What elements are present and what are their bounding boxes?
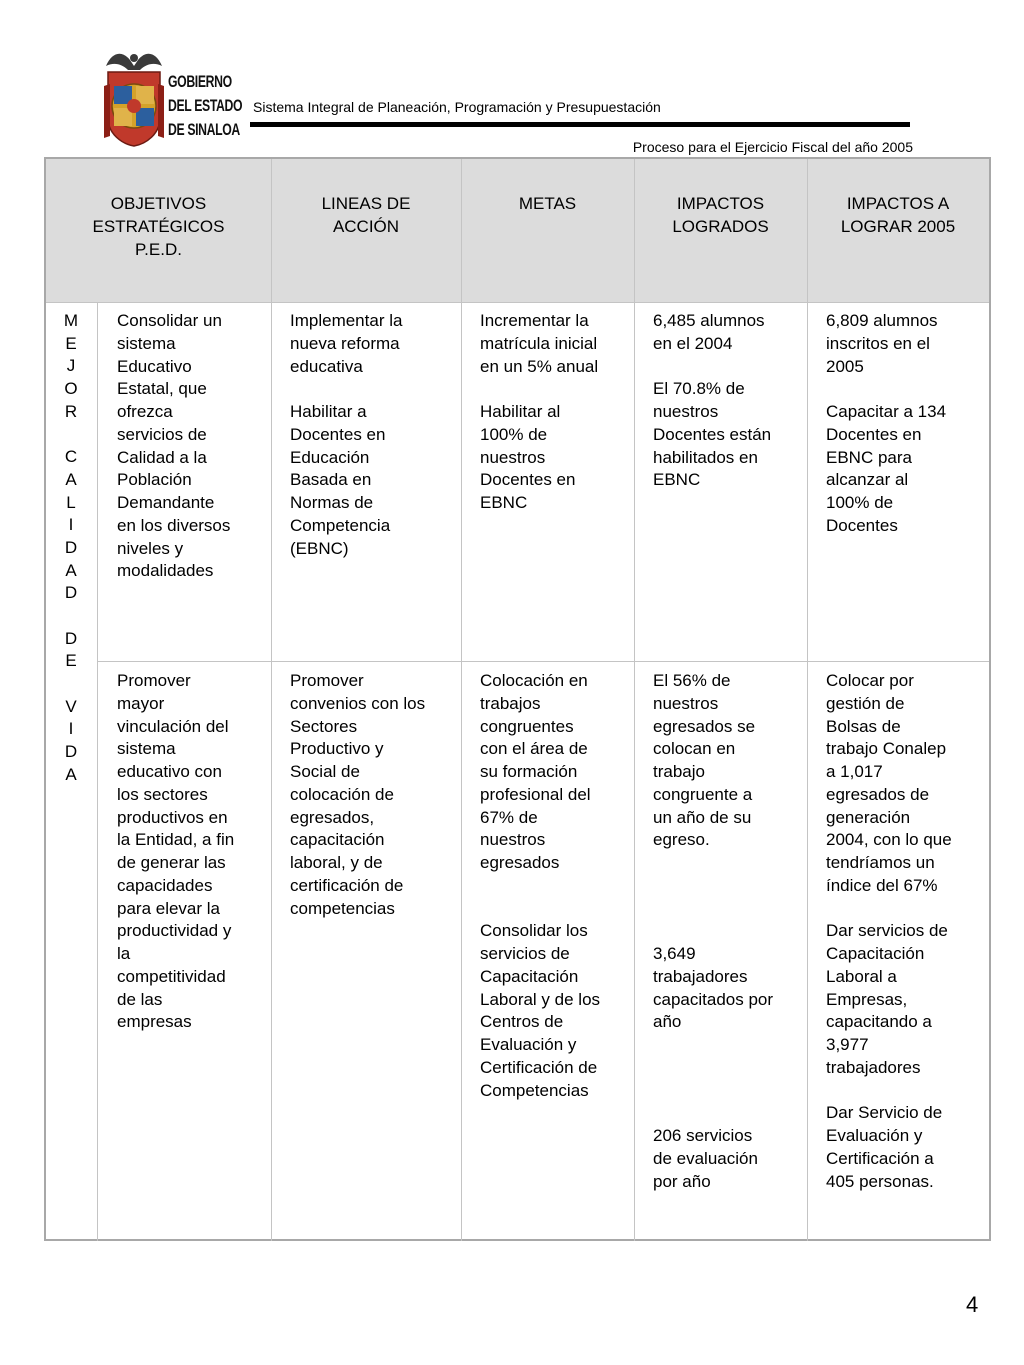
side-letter: A xyxy=(65,764,77,784)
strategic-objectives-table xyxy=(44,157,991,1241)
government-logo-text xyxy=(168,70,243,142)
side-letter: A xyxy=(65,560,77,580)
row1-objetivo: Consolidar un sistema Educativo Estatal, que ofrezca servicios de Calidad a la Población Demandante en los diversos niveles y modalidades xyxy=(117,311,231,581)
row1-impactos-logrados: 6,485 alumnos en el 2004 El 70.8% de nuestros Docentes están habilitados en EBNC xyxy=(653,311,772,490)
side-letter: D xyxy=(64,583,78,603)
row1-impactos-a-lograr: 6,809 alumnos inscritos en el 2005 Capacitar a 134 Docentes en EBNC para alcanzar al 100% de Docentes xyxy=(826,311,947,535)
side-letter: C xyxy=(64,447,78,467)
row2-objetivo: Promover mayor vinculación del sistema educativo con los sectores productivos en la Entidad, a fin de generar las capacidades para elevar la productividad y la competitividad de las empresas xyxy=(117,671,235,1032)
fiscal-year-caption: Proceso para el Ejercicio Fiscal del año 2005 xyxy=(632,139,913,155)
header-impactos-logrados: IMPACTOS LOGRADOS xyxy=(672,194,769,236)
header-metas: METAS xyxy=(518,194,577,213)
column-divider xyxy=(97,303,98,1241)
header-rule xyxy=(250,122,910,127)
side-letter: O xyxy=(64,379,78,399)
row2-impactos-a-lograr: Colocar por gestión de Bolsas de trabajo Conalep a 1,017 egresados de generación 2004, con lo que tendríamos un índice del 67% Dar servicios de Capacitación Laboral a Empresas, capacitando a 3,977 trabajadores Dar Servicio de Evaluación y Certificación a 405 personas. xyxy=(826,671,952,1191)
side-letter: M xyxy=(63,311,79,330)
side-letter: R xyxy=(64,401,78,421)
row1-metas: Incrementar la matrícula inicial en un 5% anual Habilitar al 100% de nuestros Docentes en EBNC xyxy=(480,311,599,512)
side-letter: E xyxy=(65,651,77,671)
column-divider xyxy=(271,159,272,1241)
column-divider xyxy=(461,159,462,1241)
side-letter xyxy=(56,423,86,446)
header-lineas-de-accion: LINEAS DE ACCIÓN xyxy=(321,194,411,236)
side-letter: A xyxy=(65,469,77,489)
side-letter: D xyxy=(64,537,78,557)
row-divider xyxy=(97,661,989,662)
side-letter: D xyxy=(64,628,78,648)
row2-impactos-logrados: El 56% de nuestros egresados se colocan en trabajo congruente a un año de su egreso. 3,649 trabajadores capacitados por año 206 servicios de evaluación por año xyxy=(653,671,774,1191)
side-letter xyxy=(56,673,86,696)
logo-line-1: GOBIERNO xyxy=(168,72,232,91)
logo-line-3: DE SINALOA xyxy=(168,120,240,139)
row-divider xyxy=(46,302,989,303)
header-impactos-a-lograr: IMPACTOS A LOGRAR 2005 xyxy=(840,194,956,236)
logo-line-2: DEL ESTADO xyxy=(168,96,243,115)
header-objetivos: OBJETIVOS ESTRATÉGICOS P.E.D. xyxy=(92,194,225,259)
side-letter: J xyxy=(66,356,76,376)
side-letter: D xyxy=(64,742,78,762)
column-divider xyxy=(807,159,808,1241)
side-letter: I xyxy=(68,515,74,535)
row1-lineas: Implementar la nueva reforma educativa Habilitar a Docentes en Educación Basada en Normas de Competencia (EBNC) xyxy=(290,311,403,558)
column-divider xyxy=(634,159,635,1241)
row2-lineas: Promover convenios con los Sectores Productivo y Social de colocación de egresados, capacitación laboral, y de certificación de competencias xyxy=(290,671,426,918)
side-letter xyxy=(56,605,86,628)
row2-metas: Colocación en trabajos congruentes con el área de su formación profesional del 67% de nuestros egresados Consolidar los servicios de Capacitación Laboral y de los Centros de Evaluación y Certificación de Competencias xyxy=(480,671,601,1100)
system-title: Sistema Integral de Planeación, Programación y Presupuestación xyxy=(253,99,661,115)
side-letter: L xyxy=(66,492,76,512)
side-letter: E xyxy=(65,333,77,353)
vertical-label-mejor-calidad-de-vida xyxy=(56,310,86,786)
page-number: 4 xyxy=(966,1292,979,1317)
side-letter: V xyxy=(65,696,77,716)
side-letter: I xyxy=(68,719,74,739)
